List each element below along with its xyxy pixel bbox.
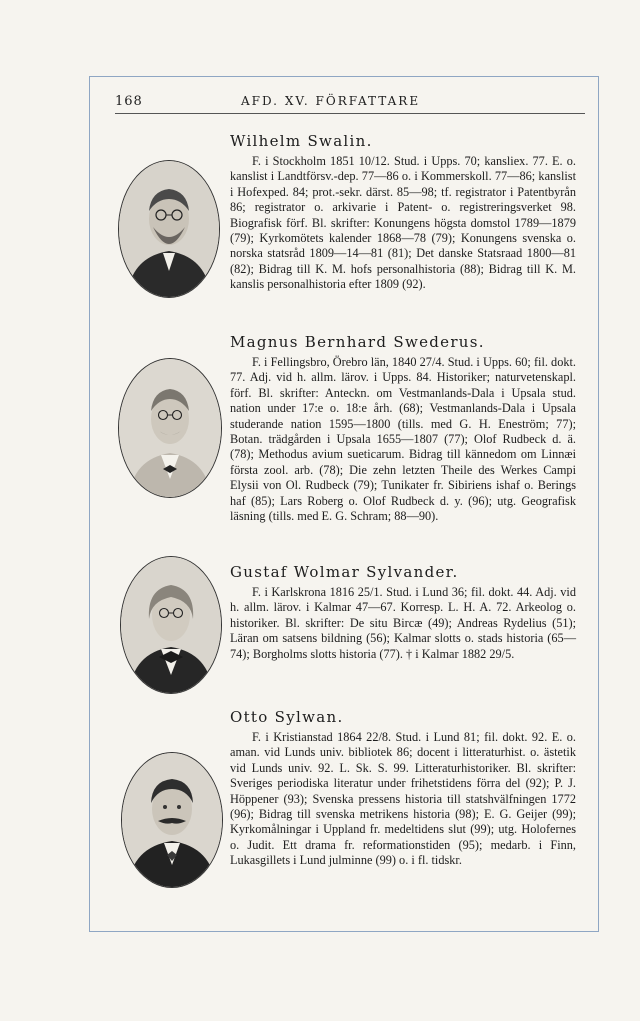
entry-text: F. i Kristianstad 1864 22/8. Stud. i Lund 81; fil. dokt. 92. E. o. aman. vid Lunds univ. bibliotek 86; docent i litteraturhist. o. ästetik vid Lunds univ. 92. L. Sk. S. 99. Litteraturhistoriker. Bl. skrifter: Sveriges periodiska literatur under frihetstidens förra del (92); P. J. Höppener (93); Svenska pressens historia till statshvälfningen 1772 (96); Bidrag till svenska metrikens historia (98); E. G. Geijer (99); Kyrkomålningar i Uppland fr. medeltidens slut (99); utg. Holofernes o. Judit. Ett drama fr. reformationstiden (95); medarb. i Finn, Lukasgillets i Lund julminne (99) o. i fl. tidskr.: [230, 730, 576, 868]
entry-sylwan: [230, 708, 576, 869]
entry-sylvander: [230, 563, 576, 662]
entry-name: Gustaf Wolmar Sylvander.: [230, 563, 459, 581]
page-header: [115, 94, 585, 114]
portrait-sylvander-image: [121, 557, 221, 693]
header-rule: [115, 113, 585, 114]
page-number: 168: [115, 94, 143, 109]
entry-text: F. i Fellingsbro, Örebro län, 1840 27/4. Stud. i Upps. 60; fil. dokt. 77. Adj. vid h. allm. lärov. i Upps. 84. Historiker; naturvetenskapl. förf. Bl. skrifter: Anteckn. om Vestmanlands-Dala i Upsala stud. nation under 17:e o. 18:e årh. (68); Vestmanlands-Dala i Upsala studerande nation 1595—1800 (tills. med G. H. Eneström; 77); Botan. trädgården i Upsala 1655—1807 (77); Olof Rudbeck d. ä. (78); Methodus avium sueticarum. Bidrag till kännedom om Linnæi första zool. arb. (78); Die zehn letzten Theile des Werkes Campi Elysii von Ol. Rudbeck (79); Tunikater fr. Sibiriens ishaf o. Berings haf (85); Lars Roberg o. Olof Rudbeck d. y. (96); utg. Geografisk läsning (tills. med E. G. Schram; 88—90).: [230, 355, 576, 524]
entry-name: Otto Sylwan.: [230, 708, 344, 726]
section-title: AFD. XV. FÖRFATTARE: [241, 94, 421, 108]
portrait-swederus: [118, 358, 222, 498]
portrait-sylwan-image: [122, 753, 222, 887]
entry-text: F. i Karlskrona 1816 25/1. Stud. i Lund 36; fil. dokt. 44. Adj. vid h. allm. lärov. i Kalmar 47—67. Korresp. L. H. A. 72. Arkeolog o. historiker. Bl. skrifter: De situ Bircæ (49); Andreas Rydelius (51); Läran om satsens bildning (56); Kalmar slotts o. stads historia (65—74); Borgholms slotts historia (77). † i Kalmar 1882 29/5.: [230, 585, 576, 661]
portrait-sylwan: [121, 752, 223, 888]
portrait-swalin-image: [119, 161, 219, 297]
portrait-sylvander: [120, 556, 222, 694]
entry-name: Magnus Bernhard Swederus.: [230, 333, 485, 351]
entry-text: F. i Stockholm 1851 10/12. Stud. i Upps. 70; kansliex. 77. E. o. kanslist i Landtförsv.-dep. 77—86 o. i Kommerskoll. 77—86; kanslist i Hofexped. 84; prot.-sekr. därst. 85—98; tf. registrator i Patentbyrån 86; registrator o. arkivarie i Patent- o. registreringsverket 98. Biografisk förf. Bl. skrifter: Konungens högsta domstol 1789—1879 (79); Kyrkomötets kalender 1868—78 (79); Konungens svenska o. norska statsråd 1809—14—81 (81); Det danske Statsraad 1800—81 (82); Bidrag till K. M. hofs personalhistoria (88); Bidrag till K. M. kanslis personalhistoria efter 1809 (92).: [230, 154, 576, 292]
portrait-swederus-image: [119, 359, 221, 497]
entry-name: Wilhelm Swalin.: [230, 132, 373, 150]
portrait-swalin: [118, 160, 220, 298]
entry-swalin: [230, 132, 576, 293]
entry-swederus: [230, 333, 576, 524]
